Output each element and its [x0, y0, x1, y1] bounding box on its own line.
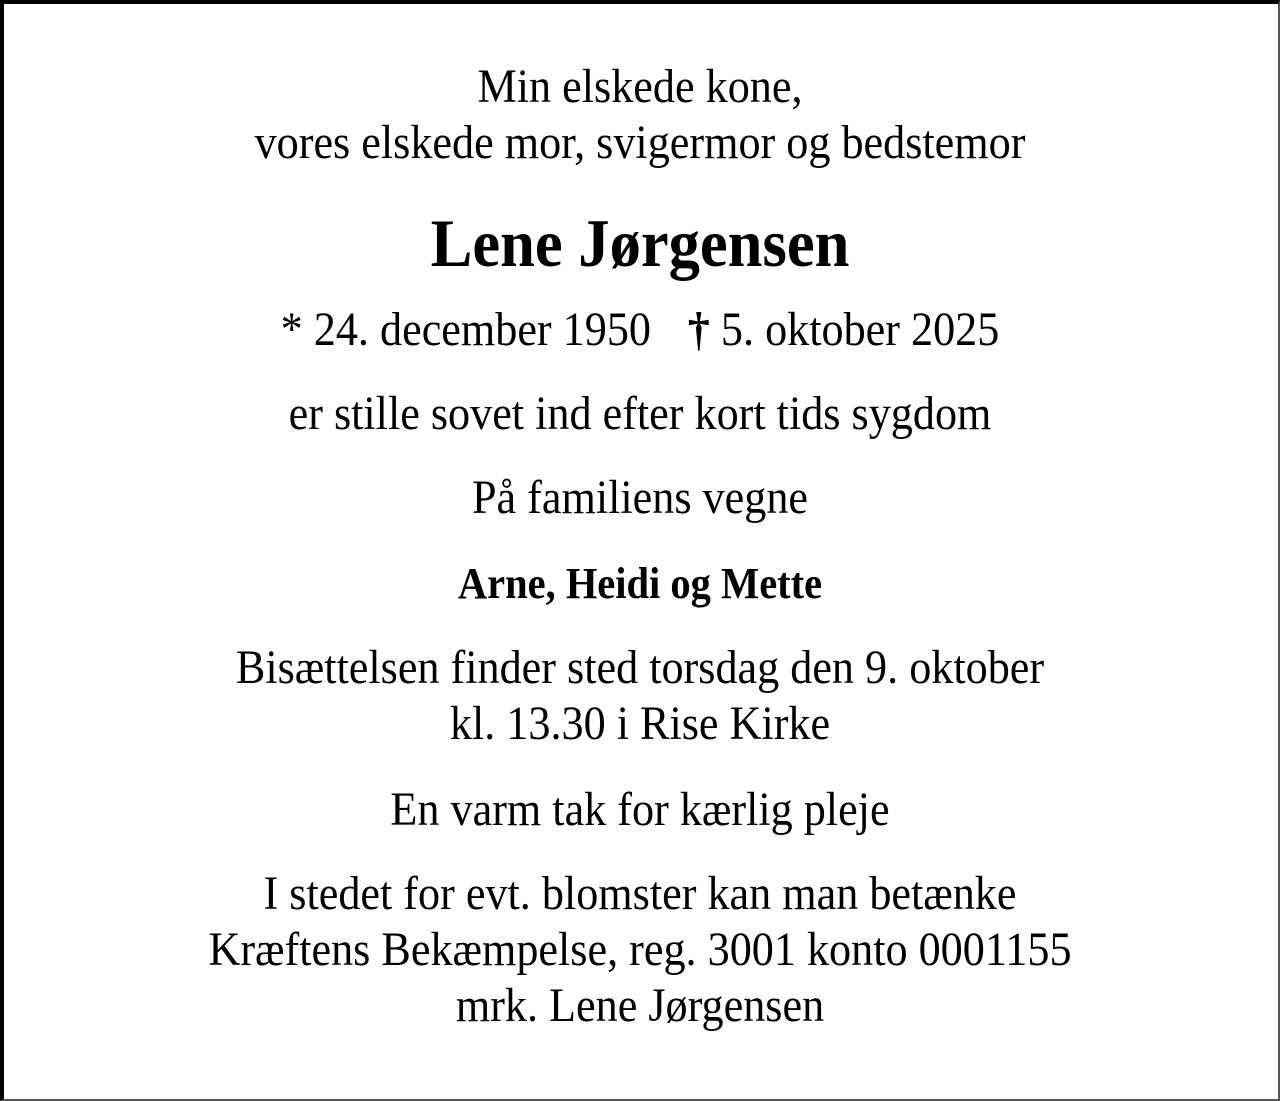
dates-line: [51, 303, 1229, 357]
funeral-line-1: Bisættelsen finder sted torsdag den 9. oktober: [235, 641, 1045, 694]
donation-line-2: Kræftens Bekæmpelse, reg. 3001 konto 0001155: [208, 923, 1072, 976]
signatories: Arne, Heidi og Mette: [457, 559, 823, 608]
intro-line-2: vores elskede mor, svigermor og bedstemor: [254, 116, 1026, 169]
funeral-line-2: kl. 13.30 i Rise Kirke: [449, 697, 831, 750]
donation-line-3: mrk. Lene Jørgensen: [455, 979, 825, 1032]
passing-text: er stille sovet ind efter kort tids sygdom: [288, 387, 992, 440]
on-behalf-text: På familiens vegne: [471, 471, 809, 524]
death-cross-icon: †: [687, 303, 710, 356]
donation-line-1: I stedet for evt. blomster kan man betænke: [263, 867, 1017, 920]
death-date: 5. oktober 2025: [720, 303, 1000, 356]
birth-date: 24. december 1950: [313, 303, 651, 356]
deceased-name: Lene Jørgensen: [430, 205, 850, 281]
birth-star-icon: *: [280, 303, 303, 356]
thanks-text: En varm tak for kærlig pleje: [390, 783, 890, 836]
intro-line-1: Min elskede kone,: [477, 60, 803, 113]
